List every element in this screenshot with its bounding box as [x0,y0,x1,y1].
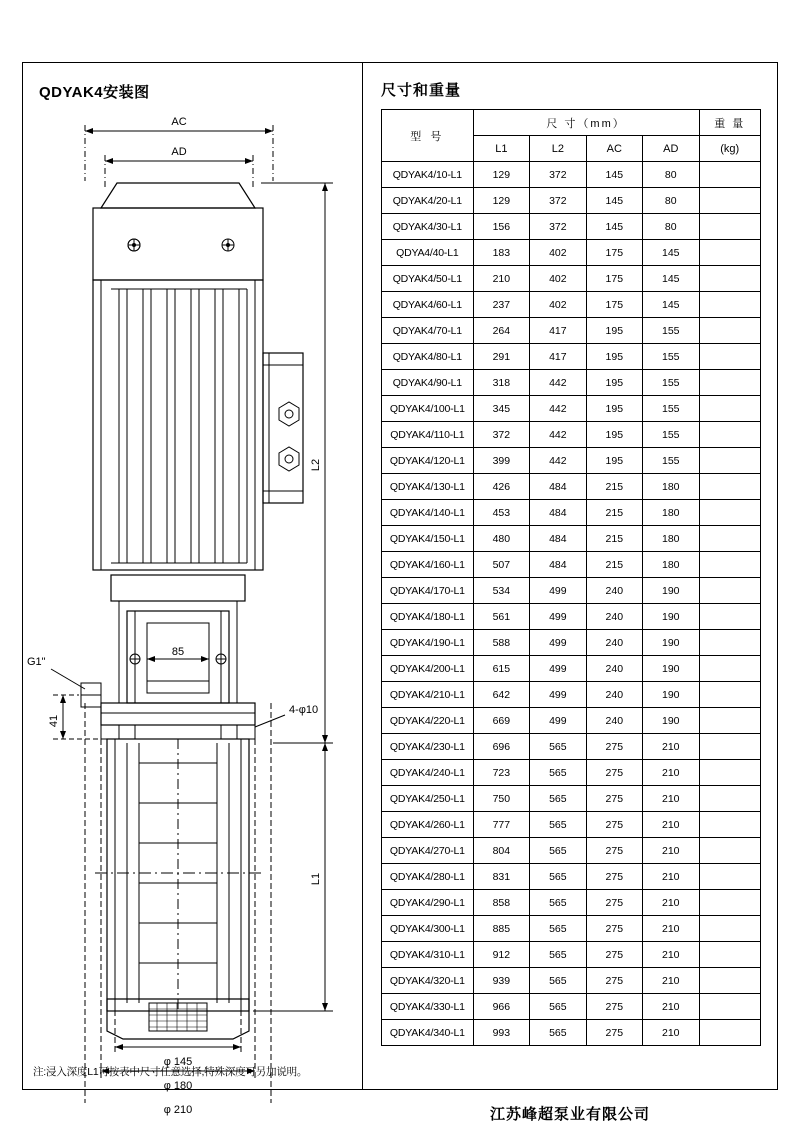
table-header-row-1 [382,110,761,136]
table-panel [363,63,777,1089]
label-g1: G1" [27,656,46,668]
cell-l1: 642 [473,682,529,708]
cell-l2: 565 [530,734,586,760]
cell-ac: 275 [586,734,642,760]
cell-ac: 215 [586,500,642,526]
cell-ad: 180 [643,474,699,500]
table-row [382,630,761,656]
header-ad: AD [643,136,699,162]
cell-model: QDYAK4/290-L1 [382,890,474,916]
cell-weight [699,708,761,734]
cell-weight [699,422,761,448]
table-row [382,942,761,968]
company-name: 江苏峰超泵业有限公司 [489,1106,650,1123]
cell-l1: 966 [473,994,529,1020]
cell-ac: 215 [586,552,642,578]
cell-weight [699,578,761,604]
cell-model: QDYAK4/140-L1 [382,500,474,526]
cell-ad: 190 [643,682,699,708]
cell-l2: 565 [530,864,586,890]
cell-model: QDYAK4/50-L1 [382,266,474,292]
cell-l1: 669 [473,708,529,734]
cell-ac: 195 [586,396,642,422]
table-row [382,604,761,630]
table-row [382,188,761,214]
label-l2: L2 [310,458,322,472]
cell-weight [699,214,761,240]
cell-l1: 156 [473,214,529,240]
cell-ad: 80 [643,162,699,188]
cell-model: QDYAK4/120-L1 [382,448,474,474]
cell-ad: 155 [643,370,699,396]
cell-ac: 175 [586,292,642,318]
table-row [382,292,761,318]
cell-ac: 275 [586,864,642,890]
cell-model: QDYAK4/60-L1 [382,292,474,318]
cell-weight [699,162,761,188]
cell-ad: 210 [643,864,699,890]
cell-model: QDYAK4/160-L1 [382,552,474,578]
cell-ad: 180 [643,500,699,526]
header-model: 型 号 [382,110,474,162]
label-4-phi-10: 4-φ10 [289,704,319,716]
header-ac: AC [586,136,642,162]
cell-l1: 561 [473,604,529,630]
cell-l2: 484 [530,474,586,500]
cell-model: QDYAK4/270-L1 [382,838,474,864]
cell-ad: 145 [643,292,699,318]
cell-ac: 145 [586,188,642,214]
cell-weight [699,318,761,344]
cell-l1: 831 [473,864,529,890]
cell-model: QDYA4/40-L1 [382,240,474,266]
cell-ad: 155 [643,344,699,370]
cell-ad: 145 [643,240,699,266]
table-row [382,474,761,500]
table-row [382,812,761,838]
cell-ad: 210 [643,838,699,864]
cell-ad: 80 [643,188,699,214]
cell-l2: 417 [530,318,586,344]
table-row [382,1020,761,1046]
dimensions-table-body [382,162,761,1046]
cell-ac: 145 [586,162,642,188]
cell-ac: 240 [586,656,642,682]
table-row [382,448,761,474]
cell-weight [699,240,761,266]
cell-l2: 499 [530,682,586,708]
cell-ac: 275 [586,786,642,812]
cell-l1: 723 [473,760,529,786]
drawing-note: 注:浸入深度L1可按表中尺寸任意选择,特殊深度可另加说明。 [33,1066,308,1078]
cell-weight [699,630,761,656]
cell-l2: 565 [530,786,586,812]
cell-model: QDYAK4/340-L1 [382,1020,474,1046]
cell-l1: 399 [473,448,529,474]
cell-l2: 565 [530,812,586,838]
table-row [382,890,761,916]
cell-ad: 210 [643,1020,699,1046]
cell-l1: 885 [473,916,529,942]
cell-l1: 237 [473,292,529,318]
cell-l1: 345 [473,396,529,422]
cell-ac: 275 [586,994,642,1020]
table-row [382,994,761,1020]
cell-weight [699,916,761,942]
header-weight: 重 量 [699,110,761,136]
drawing-panel [23,63,363,1116]
cell-l1: 453 [473,500,529,526]
cell-weight [699,474,761,500]
cell-l2: 372 [530,188,586,214]
cell-ac: 240 [586,630,642,656]
table-row [382,318,761,344]
cell-ac: 240 [586,578,642,604]
cell-ad: 210 [643,968,699,994]
cell-l2: 372 [530,214,586,240]
cell-weight [699,760,761,786]
cell-weight [699,448,761,474]
cell-l1: 480 [473,526,529,552]
cell-weight [699,526,761,552]
cell-ad: 155 [643,422,699,448]
cell-l2: 565 [530,838,586,864]
cell-model: QDYAK4/330-L1 [382,994,474,1020]
cell-ac: 275 [586,916,642,942]
cell-model: QDYAK4/100-L1 [382,396,474,422]
cell-l1: 129 [473,162,529,188]
cell-l2: 442 [530,370,586,396]
cell-l2: 417 [530,344,586,370]
cell-l1: 183 [473,240,529,266]
table-row [382,526,761,552]
cell-l1: 696 [473,734,529,760]
table-row [382,760,761,786]
cell-l2: 402 [530,266,586,292]
table-row [382,162,761,188]
cell-l2: 499 [530,578,586,604]
label-41: 41 [48,714,60,728]
cell-ad: 180 [643,552,699,578]
cell-l2: 499 [530,604,586,630]
cell-ad: 210 [643,994,699,1020]
cell-weight [699,604,761,630]
cell-model: QDYAK4/110-L1 [382,422,474,448]
cell-l1: 264 [473,318,529,344]
cell-l2: 499 [530,656,586,682]
cell-model: QDYAK4/130-L1 [382,474,474,500]
table-row [382,552,761,578]
cell-weight [699,786,761,812]
cell-ad: 190 [643,630,699,656]
cell-l1: 777 [473,812,529,838]
cell-l2: 565 [530,916,586,942]
table-row [382,578,761,604]
cell-l2: 372 [530,162,586,188]
drawing-title: QDYAK4安装图 [39,84,150,101]
cell-ac: 275 [586,968,642,994]
cell-model: QDYAK4/210-L1 [382,682,474,708]
cell-l1: 750 [473,786,529,812]
cell-model: QDYAK4/260-L1 [382,812,474,838]
cell-l2: 442 [530,422,586,448]
cell-ac: 240 [586,604,642,630]
cell-ad: 190 [643,578,699,604]
cell-ac: 275 [586,890,642,916]
cell-weight [699,890,761,916]
cell-l2: 402 [530,240,586,266]
cell-l1: 858 [473,890,529,916]
table-row [382,370,761,396]
cell-ac: 175 [586,240,642,266]
label-l1: L1 [310,872,322,886]
table-title: 尺寸和重量 [381,82,462,99]
cell-model: QDYAK4/240-L1 [382,760,474,786]
cell-ad: 190 [643,708,699,734]
cell-weight [699,1020,761,1046]
cell-ad: 210 [643,734,699,760]
cell-l1: 993 [473,1020,529,1046]
cell-ac: 240 [586,708,642,734]
cell-model: QDYAK4/200-L1 [382,656,474,682]
cell-l1: 372 [473,422,529,448]
table-row [382,682,761,708]
cell-weight [699,838,761,864]
cell-ac: 175 [586,266,642,292]
cell-weight [699,994,761,1020]
cell-weight [699,864,761,890]
cell-model: QDYAK4/300-L1 [382,916,474,942]
header-l1: L1 [473,136,529,162]
cell-weight [699,500,761,526]
cell-model: QDYAK4/150-L1 [382,526,474,552]
cell-weight [699,734,761,760]
cell-ad: 210 [643,786,699,812]
cell-l1: 615 [473,656,529,682]
cell-ad: 190 [643,656,699,682]
cell-l2: 402 [530,292,586,318]
cell-l1: 210 [473,266,529,292]
cell-weight [699,266,761,292]
cell-l1: 534 [473,578,529,604]
cell-l2: 484 [530,552,586,578]
cell-l2: 565 [530,760,586,786]
cell-ac: 195 [586,318,642,344]
header-weight-unit: (kg) [699,136,761,162]
cell-l2: 565 [530,968,586,994]
cell-ad: 80 [643,214,699,240]
cell-ad: 155 [643,318,699,344]
cell-weight [699,396,761,422]
cell-l2: 565 [530,942,586,968]
cell-ac: 195 [586,344,642,370]
cell-l2: 499 [530,708,586,734]
table-row [382,266,761,292]
cell-ac: 195 [586,422,642,448]
table-row [382,864,761,890]
cell-l1: 129 [473,188,529,214]
cell-model: QDYAK4/70-L1 [382,318,474,344]
cell-ad: 210 [643,760,699,786]
cell-l2: 442 [530,448,586,474]
cell-ad: 180 [643,526,699,552]
cell-ac: 275 [586,760,642,786]
cell-model: QDYAK4/80-L1 [382,344,474,370]
table-row [382,344,761,370]
cell-weight [699,552,761,578]
cell-ad: 155 [643,396,699,422]
cell-model: QDYAK4/230-L1 [382,734,474,760]
cell-ac: 145 [586,214,642,240]
table-row [382,916,761,942]
table-row [382,968,761,994]
cell-l1: 426 [473,474,529,500]
cell-ac: 275 [586,1020,642,1046]
cell-l2: 565 [530,994,586,1020]
cell-weight [699,188,761,214]
datasheet-page [22,62,778,1123]
cell-weight [699,812,761,838]
cell-l2: 442 [530,396,586,422]
label-phi-180: φ 180 [163,1080,193,1092]
table-row [382,422,761,448]
cell-ad: 210 [643,942,699,968]
cell-model: QDYAK4/180-L1 [382,604,474,630]
cell-ad: 155 [643,448,699,474]
cell-ad: 145 [643,266,699,292]
table-row [382,656,761,682]
cell-l1: 507 [473,552,529,578]
cell-l1: 804 [473,838,529,864]
table-row [382,396,761,422]
header-dimensions: 尺 寸（mm） [473,110,699,136]
cell-ad: 190 [643,604,699,630]
cell-l1: 588 [473,630,529,656]
cell-ad: 210 [643,890,699,916]
table-row [382,240,761,266]
cell-l1: 912 [473,942,529,968]
cell-weight [699,968,761,994]
cell-model: QDYAK4/250-L1 [382,786,474,812]
cell-l2: 565 [530,890,586,916]
cell-model: QDYAK4/170-L1 [382,578,474,604]
cell-ac: 275 [586,942,642,968]
cell-l1: 291 [473,344,529,370]
dimensions-table [381,109,761,1046]
table-row [382,786,761,812]
header-l2: L2 [530,136,586,162]
cell-weight [699,370,761,396]
label-85: 85 [171,646,185,658]
cell-l2: 484 [530,500,586,526]
label-ac: AC [171,116,187,128]
cell-model: QDYAK4/20-L1 [382,188,474,214]
cell-ad: 210 [643,812,699,838]
cell-ac: 215 [586,526,642,552]
cell-ad: 210 [643,916,699,942]
cell-model: QDYAK4/10-L1 [382,162,474,188]
cell-model: QDYAK4/190-L1 [382,630,474,656]
label-phi-210: φ 210 [163,1104,193,1116]
cell-l2: 565 [530,1020,586,1046]
cell-l1: 939 [473,968,529,994]
table-row [382,838,761,864]
cell-weight [699,682,761,708]
cell-model: QDYAK4/320-L1 [382,968,474,994]
table-row [382,734,761,760]
cell-weight [699,292,761,318]
cell-model: QDYAK4/310-L1 [382,942,474,968]
table-row [382,214,761,240]
cell-weight [699,942,761,968]
cell-ac: 195 [586,448,642,474]
cell-model: QDYAK4/30-L1 [382,214,474,240]
cell-model: QDYAK4/90-L1 [382,370,474,396]
cell-ac: 240 [586,682,642,708]
cell-ac: 195 [586,370,642,396]
cell-ac: 275 [586,812,642,838]
cell-l1: 318 [473,370,529,396]
cell-ac: 215 [586,474,642,500]
table-row [382,708,761,734]
cell-model: QDYAK4/280-L1 [382,864,474,890]
cell-model: QDYAK4/220-L1 [382,708,474,734]
cell-l2: 499 [530,630,586,656]
cell-l2: 484 [530,526,586,552]
table-row [382,500,761,526]
cell-ac: 275 [586,838,642,864]
cell-weight [699,656,761,682]
label-ad: AD [171,146,187,158]
label-phi-145: φ 145 [163,1056,193,1068]
cell-weight [699,344,761,370]
